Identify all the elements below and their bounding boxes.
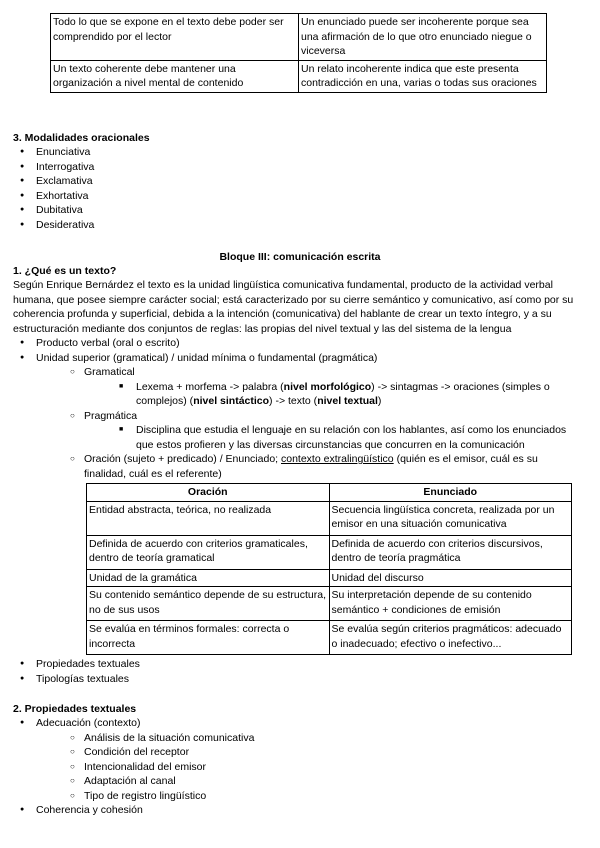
table-cell: Se evalúa en términos formales: correcta o incorrecta [87,621,330,655]
table-cell: Entidad abstracta, teórica, no realizada [87,501,330,535]
list-item: ● Desiderativa [0,218,590,233]
table-cell: Un enunciado puede ser incoherente porque sea una afirmación de lo que otro enunciado niegue o viceversa [299,14,547,61]
properties-outline [0,716,590,818]
table-row [87,501,572,535]
modalidades-list [0,145,590,232]
table-cell: Todo lo que se expone en el texto debe poder ser comprendido por el lector [51,14,299,61]
list-item: ○ Pragmática [0,409,590,424]
table-row [87,621,572,655]
list-item: ○ Tipo de registro lingüístico [0,789,590,804]
table-row [87,587,572,621]
list-item: ○ Intencionalidad del emisor [0,760,590,775]
list-item: ○ Análisis de la situación comunicativa [0,731,590,746]
list-item: ● Coherencia y cohesión [0,803,590,818]
list-item: ■ Lexema + morfema -> palabra (nivel morfológico) -> sintagmas -> oraciones (simples o complejos) (nivel sintáctico) -> texto (nivel textual) [0,380,590,409]
table-cell: Secuencia lingüística concreta, realizada por un emisor en una situación comunicativa [329,501,572,535]
list-item: ● Exclamativa [0,174,590,189]
table-cell: Unidad de la gramática [87,569,330,587]
table-cell: Un relato incoherente indica que este presenta contradicción en una, varias o todas sus oraciones [299,60,547,92]
table-cell: Unidad del discurso [329,569,572,587]
list-item: ■ Disciplina que estudia el lenguaje en su relación con los hablantes, así como los enunciados que estos profieren y las diversas circunstancias que concurren en la comunicación [0,423,590,452]
list-item: ● Tipologías textuales [0,672,590,687]
properties-list [0,657,590,686]
text-outline [0,336,590,657]
table-header-row [87,484,572,502]
list-item: ● Unidad superior (gramatical) / unidad mínima o fundamental (pragmática) [0,351,590,366]
list-item: ● Enunciativa [0,145,590,160]
table-cell: Su contenido semántico depende de su estructura, no de sus usos [87,587,330,621]
list-item: ● Exhortativa [0,189,590,204]
section-heading: 2. Propiedades textuales [13,703,137,715]
table-cell: Definida de acuerdo con criterios gramaticales, dentro de teoría gramatical [87,535,330,569]
table-cell: Un texto coherente debe mantener una organización a nivel mental de contenido [51,60,299,92]
table-cell: Se evalúa según criterios pragmáticos: adecuado o inadecuado; efectivo o inefectivo... [329,621,572,655]
definition-paragraph: Según Enrique Bernárdez el texto es la unidad lingüística comunicativa fundamental, producto de la actividad verbal humana, que posee siempre carácter social; está caracterizado por su cierre semántico y comunicativo, así como por su coherencia profunda y superficial, debida a la intención (comunicativa) del hablante de crear un texto íntegro, y a su estructuración mediante dos conjuntos de reglas: las propias del nivel textual y las del sistema de la lengua [13,279,574,335]
list-item: ● Producto verbal (oral o escrito) [0,336,590,351]
list-item: ● Dubitativa [0,203,590,218]
oracion-enunciado-table [86,483,572,655]
list-item: ○ Gramatical [0,365,590,380]
table-row [51,14,547,61]
section-heading: 3. Modalidades oracionales [13,132,150,144]
list-item: ○ Condición del receptor [0,745,590,760]
table-row [87,569,572,587]
block-title: Bloque III: comunicación escrita [219,251,381,263]
table-row [51,60,547,92]
question-heading: 1. ¿Qué es un texto? [13,265,117,277]
list-item: ○ Oración (sujeto + predicado) / Enunciado; contexto extralingüístico (quién es el emisor, cuál es su finalidad, cuál es el referente) [0,452,590,481]
list-item: ● Adecuación (contexto) [0,716,590,731]
list-item: ● Propiedades textuales [0,657,590,672]
list-item: ○ Adaptación al canal [0,774,590,789]
table-row [87,535,572,569]
column-header: Oración [87,484,330,502]
column-header: Enunciado [329,484,572,502]
coherence-table [50,13,547,93]
list-item: ● Interrogativa [0,160,590,175]
table-cell: Su interpretación depende de su contenido semántico + condiciones de emisión [329,587,572,621]
table-cell: Definida de acuerdo con criterios discursivos, dentro de teoría pragmática [329,535,572,569]
